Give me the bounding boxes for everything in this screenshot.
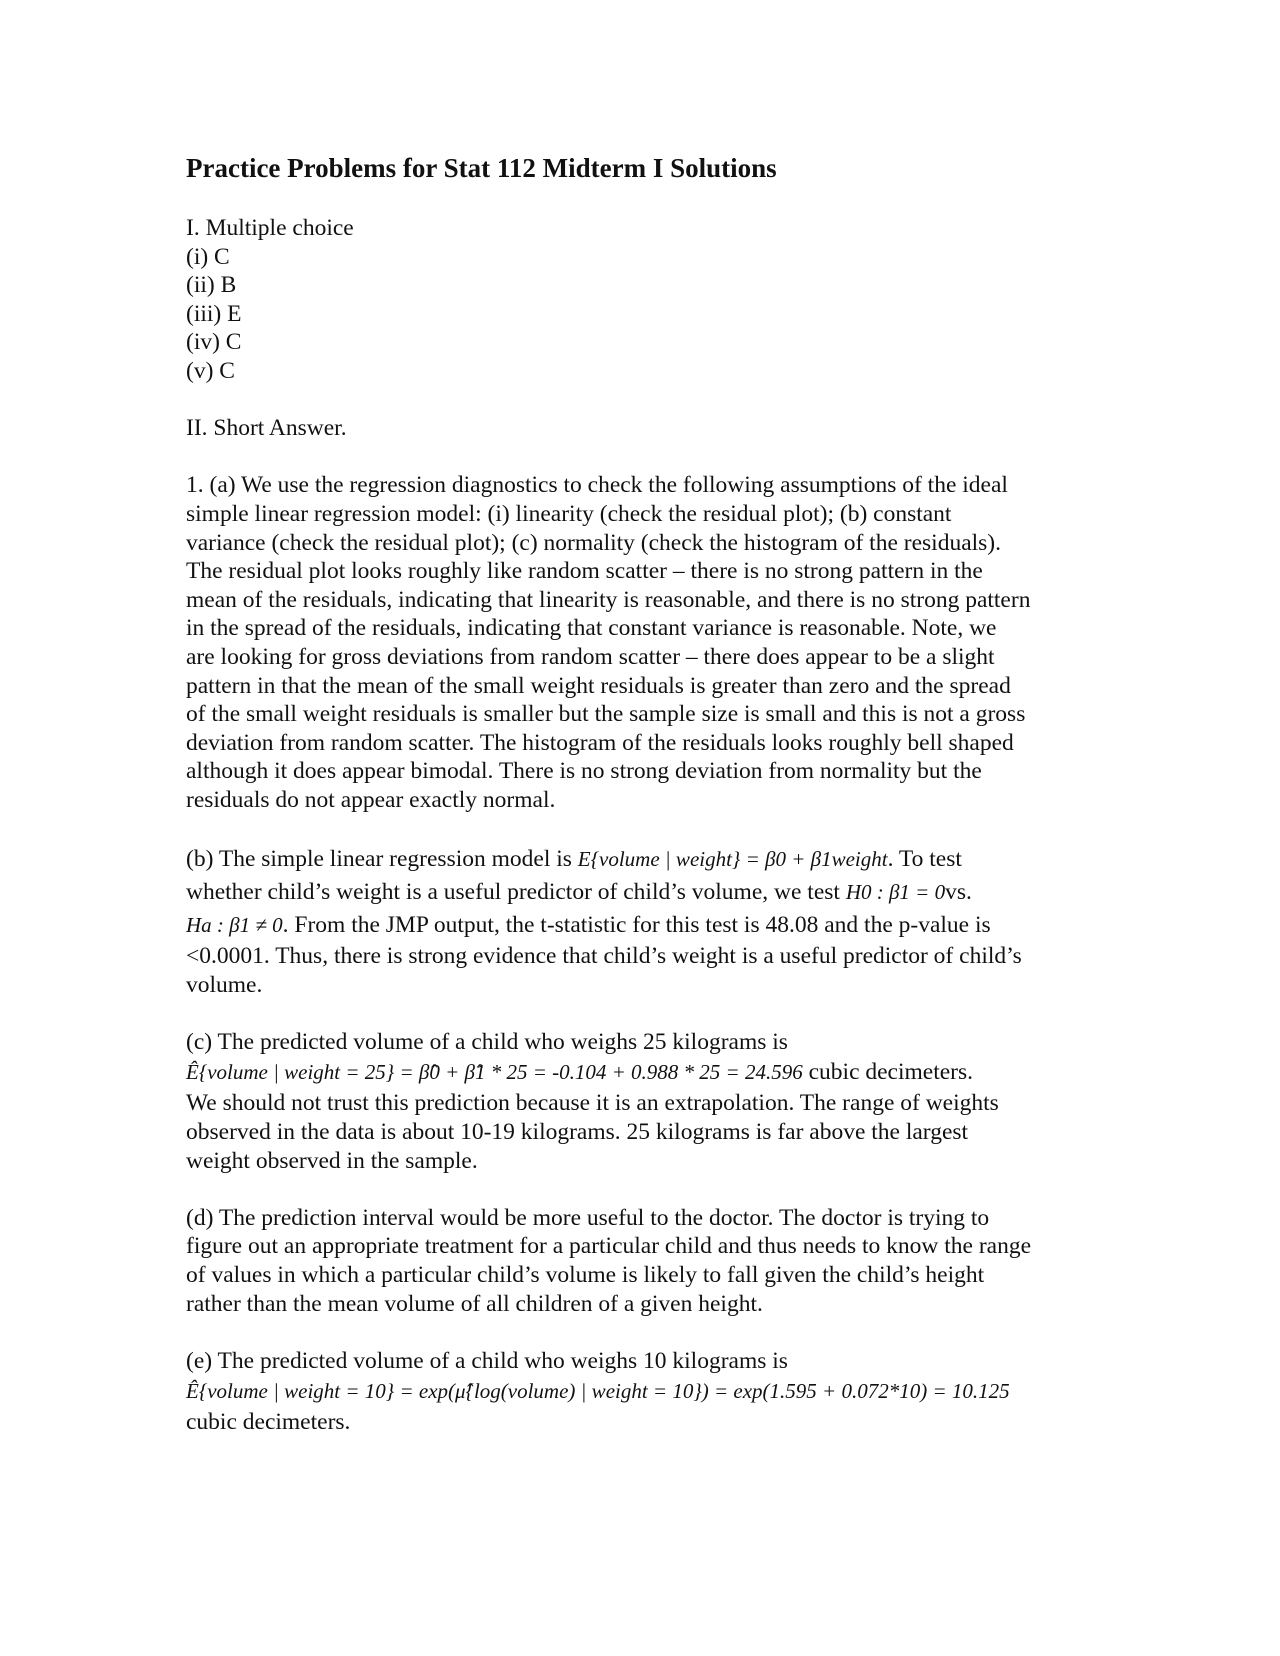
answer-item: (iii) E <box>186 300 242 327</box>
text-line <box>186 1375 1166 1408</box>
text-line: in the spread of the residuals, indicating that constant variance is reasonable. Note, we <box>186 615 997 642</box>
answer-1e <box>186 1347 1166 1437</box>
text-line <box>186 876 1166 909</box>
answer-1b <box>186 843 1166 999</box>
answer-item: (iv) C <box>186 329 242 356</box>
prediction-equation-25kg: Ê{volume | weight = 25} = β̂0 + β̂1 * 25 = -0.104 + 0.988 * 25 = 24.596 <box>186 1060 803 1085</box>
null-hypothesis-equation: H0 : β1 = 0 <box>845 880 946 905</box>
text-line: rather than the mean volume of all children of a given height. <box>186 1290 763 1317</box>
text-line: figure out an appropriate treatment for a particular child and thus needs to know the range <box>186 1233 1032 1260</box>
answer-item: (i) C <box>186 243 230 270</box>
text-fragment: cubic decimeters. <box>802 1059 974 1086</box>
text-line: observed in the data is about 10-19 kilograms. 25 kilograms is far above the largest <box>186 1119 969 1146</box>
answer-item: (v) C <box>186 357 235 384</box>
text-line: variance (check the residual plot); (c) normality (check the histogram of the residuals). <box>186 529 1001 556</box>
text-line: weight observed in the sample. <box>186 1147 478 1174</box>
alternative-hypothesis-equation: Ha : β1 ≠ 0 <box>186 913 283 938</box>
text-line: although it does appear bimodal. There is no strong deviation from normality but the <box>186 758 982 785</box>
text-fragment: . From the JMP output, the t-statistic for this test is 48.08 and the p-value is <box>282 912 991 939</box>
text-fragment: (b) The simple linear regression model is <box>186 846 578 873</box>
text-line <box>186 843 1166 876</box>
answer-1a <box>186 471 1166 814</box>
answer-item: (ii) B <box>186 272 237 299</box>
answer-1c <box>186 1028 1166 1175</box>
text-line: 1. (a) We use the regression diagnostics to check the following assumptions of the ideal <box>186 472 1008 499</box>
text-fragment: . To test <box>887 846 962 873</box>
text-line: (d) The prediction interval would be more useful to the doctor. The doctor is trying to <box>186 1204 990 1231</box>
text-fragment: whether child’s weight is a useful predictor of child’s volume, we test <box>186 879 846 906</box>
text-line <box>186 909 1166 942</box>
text-line <box>186 1056 1166 1089</box>
text-line: (c) The predicted volume of a child who weighs 25 kilograms is <box>186 1028 788 1055</box>
text-line: of values in which a particular child’s volume is likely to fall given the child’s height <box>186 1262 985 1288</box>
regression-model-equation: E{volume | weight} = β0 + β1weight <box>577 847 888 872</box>
prediction-equation-10kg: Ê{volume | weight = 10} = exp(μ̂{log(volume) | weight = 10}) = exp(1.595 + 0.072*10) = 10.125 <box>186 1379 1010 1404</box>
text-line: of the small weight residuals is smaller but the sample size is small and this is not a gross <box>186 701 1026 728</box>
text-line: are looking for gross deviations from random scatter – there does appear to be a slight <box>186 643 995 670</box>
text-line: mean of the residuals, indicating that linearity is reasonable, and there is no strong pattern <box>186 586 1031 613</box>
text-line: residuals do not appear exactly normal. <box>186 786 556 813</box>
text-line: pattern in that the mean of the small weight residuals is greater than zero and the spread <box>186 672 1011 699</box>
section-heading: I. Multiple choice <box>186 215 354 241</box>
text-line: We should not trust this prediction because it is an extrapolation. The range of weights <box>186 1090 999 1117</box>
answer-1d <box>186 1204 1166 1318</box>
text-line: The residual plot looks roughly like random scatter – there is no strong pattern in the <box>186 558 983 585</box>
text-line: volume. <box>186 971 263 998</box>
section-heading-short-answer: II. Short Answer. <box>186 415 347 442</box>
section-multiple-choice <box>186 214 1166 386</box>
text-line: (e) The predicted volume of a child who weighs 10 kilograms is <box>186 1347 788 1374</box>
document-page <box>186 140 1166 1437</box>
text-fragment: vs. <box>945 879 972 906</box>
document-title: Practice Problems for Stat 112 Midterm I Solutions <box>186 153 777 183</box>
text-line: deviation from random scatter. The histogram of the residuals looks roughly bell shaped <box>186 729 1014 756</box>
text-line: cubic decimeters. <box>186 1409 351 1436</box>
text-line: simple linear regression model: (i) linearity (check the residual plot); (b) constant <box>186 500 952 527</box>
text-line: <0.0001. Thus, there is strong evidence that child’s weight is a useful predictor of child’s <box>186 943 1022 970</box>
